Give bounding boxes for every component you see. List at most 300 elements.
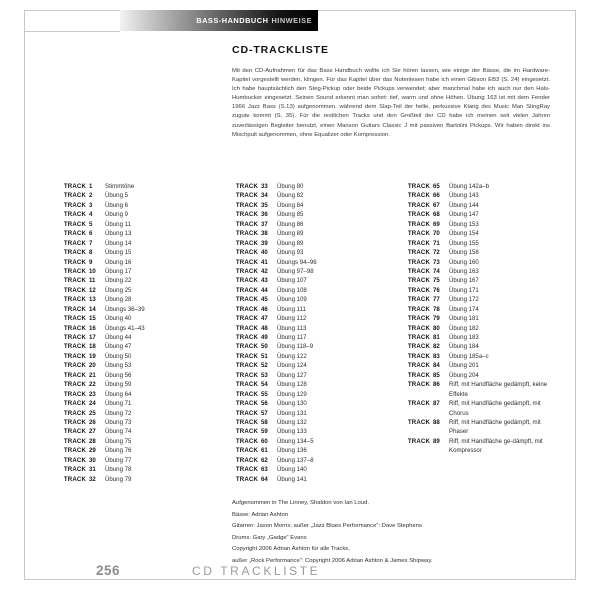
track-value: Übung 79 — [105, 475, 132, 483]
track-row — [376, 201, 552, 210]
track-label: TRACK — [63, 334, 86, 341]
track-row — [204, 182, 376, 191]
track-row — [204, 267, 376, 276]
track-label: TRACK — [235, 296, 258, 304]
track-label: TRACK — [63, 220, 86, 228]
track-label: TRACK — [63, 371, 86, 379]
track-value: Übung 89 — [277, 239, 304, 247]
track-label: TRACK — [407, 296, 430, 304]
track-row — [204, 446, 376, 455]
track-number: 67 — [433, 201, 440, 209]
track-value: Übung 143 — [449, 192, 479, 200]
track-number: 45 — [261, 296, 268, 304]
track-row — [204, 191, 376, 200]
track-label: TRACK — [235, 418, 258, 426]
track-number: 26 — [89, 418, 96, 426]
track-row — [376, 276, 552, 285]
track-row — [32, 437, 204, 446]
credit-line: Gitarren: Jason Morris; außer „Jazz Blues Performance“: Dave Stephens — [232, 523, 422, 530]
track-row — [32, 352, 204, 361]
track-number: 11 — [89, 277, 96, 285]
track-number: 14 — [89, 305, 96, 313]
track-row — [376, 267, 552, 276]
track-value: Übung 171 — [449, 286, 479, 294]
track-value: Übung 11 — [105, 220, 131, 228]
track-label: TRACK — [407, 352, 430, 360]
track-value: Übung 158 — [449, 249, 479, 257]
track-label: TRACK — [235, 466, 258, 474]
track-row — [204, 475, 376, 484]
track-label: TRACK — [63, 192, 86, 200]
track-label: TRACK — [407, 277, 430, 285]
track-label: TRACK — [407, 239, 430, 247]
track-label: TRACK — [407, 381, 430, 389]
track-value: Übung 28 — [105, 296, 132, 304]
track-label: TRACK — [63, 277, 86, 285]
track-number: 29 — [89, 447, 96, 455]
track-value: Übung 181 — [449, 315, 479, 323]
track-row — [32, 390, 204, 399]
track-value: Übung 160 — [449, 258, 479, 266]
track-number: 43 — [261, 277, 268, 285]
track-number: 54 — [261, 381, 268, 389]
track-label: TRACK — [63, 437, 86, 445]
track-row — [376, 220, 552, 229]
track-label: TRACK — [407, 324, 430, 332]
track-number: 87 — [433, 400, 440, 408]
track-number: 76 — [433, 286, 440, 294]
track-label: TRACK — [407, 249, 430, 257]
page-title: CD-TRACKLISTE — [232, 44, 329, 56]
track-label: TRACK — [63, 249, 86, 257]
track-value: Übung 204 — [449, 371, 479, 379]
track-label: TRACK — [235, 400, 258, 408]
running-header-bar — [120, 10, 318, 31]
track-number: 27 — [89, 428, 96, 436]
track-label: TRACK — [63, 296, 86, 304]
track-label: TRACK — [235, 371, 258, 379]
track-value: Übung 50 — [105, 352, 132, 360]
track-number: 71 — [433, 239, 440, 247]
track-value: Übung 134–5 — [277, 437, 314, 445]
track-number: 15 — [89, 315, 96, 323]
track-value: Übung 107 — [277, 277, 307, 285]
track-label: TRACK — [63, 390, 86, 398]
track-row — [32, 465, 204, 474]
track-label: TRACK — [235, 239, 258, 247]
track-value: Übung 17 — [105, 267, 132, 275]
track-row — [204, 295, 376, 304]
track-row — [204, 409, 376, 418]
track-number: 1 — [89, 183, 93, 190]
track-label: TRACK — [63, 183, 86, 190]
track-value: Übung 22 — [105, 277, 132, 285]
track-label: TRACK — [407, 334, 430, 341]
track-number: 89 — [433, 437, 440, 445]
track-label: TRACK — [407, 230, 430, 238]
track-row — [32, 276, 204, 285]
track-row — [376, 248, 552, 257]
track-number: 6 — [89, 230, 93, 238]
track-number: 83 — [433, 352, 440, 360]
track-value: Übung 40 — [105, 315, 132, 323]
track-label: TRACK — [235, 343, 258, 351]
track-number: 7 — [89, 239, 93, 247]
credit-line: Drums: Gary „Gadge“ Evans — [232, 534, 307, 541]
track-row — [204, 437, 376, 446]
track-row — [204, 399, 376, 408]
track-row — [32, 446, 204, 455]
track-label: TRACK — [235, 475, 258, 483]
track-row — [32, 427, 204, 436]
track-label: TRACK — [63, 475, 86, 483]
track-value: Riff, mit Handfläche gedämpft, keine Effekte — [449, 381, 548, 398]
track-value: Übung 13 — [105, 230, 132, 238]
track-label: TRACK — [63, 418, 86, 426]
track-label: TRACK — [235, 352, 258, 360]
track-label: TRACK — [235, 249, 258, 257]
track-row — [32, 333, 204, 342]
track-number: 38 — [261, 230, 268, 238]
track-label: TRACK — [235, 192, 258, 200]
track-label: TRACK — [63, 409, 86, 417]
track-row — [376, 418, 552, 437]
track-label: TRACK — [407, 192, 430, 200]
track-label: TRACK — [407, 258, 430, 266]
track-value: Übungs 94–96 — [277, 258, 317, 266]
track-row — [204, 333, 376, 342]
track-value: Übung 86 — [277, 220, 304, 228]
track-value: Übung 172 — [449, 296, 479, 304]
track-label: TRACK — [63, 258, 86, 266]
track-row — [204, 427, 376, 436]
track-row — [204, 239, 376, 248]
track-label: TRACK — [407, 343, 430, 351]
track-row — [376, 437, 552, 456]
track-number: 80 — [433, 324, 440, 332]
running-header-title — [196, 16, 312, 25]
track-number: 24 — [89, 400, 96, 408]
track-row — [204, 210, 376, 219]
track-label: TRACK — [63, 466, 86, 474]
track-column-2 — [204, 182, 376, 484]
track-value: Übung 14 — [105, 239, 132, 247]
track-row — [204, 305, 376, 314]
track-value: Übung 132 — [277, 418, 307, 426]
track-row — [32, 371, 204, 380]
track-label: TRACK — [407, 371, 430, 379]
track-row — [32, 314, 204, 323]
track-value: Übung 128 — [277, 381, 307, 389]
track-value: Übung 73 — [105, 418, 132, 426]
track-number: 2 — [89, 192, 93, 200]
track-value: Stimmtöne — [105, 183, 135, 190]
track-value: Übung 15 — [105, 249, 132, 257]
main-content — [232, 44, 550, 140]
track-number: 3 — [89, 201, 93, 209]
track-label: TRACK — [63, 352, 86, 360]
track-value: Übung 85 — [277, 211, 304, 219]
track-row — [32, 286, 204, 295]
track-value: Übung 124 — [277, 362, 307, 370]
track-number: 56 — [261, 400, 268, 408]
track-number: 4 — [89, 211, 93, 219]
track-number: 9 — [89, 258, 93, 266]
track-row — [32, 248, 204, 257]
track-label: TRACK — [63, 201, 86, 209]
track-label: TRACK — [235, 211, 258, 219]
track-value: Übung 82 — [277, 192, 304, 200]
track-number: 47 — [261, 315, 268, 323]
track-number: 69 — [433, 220, 440, 228]
track-label: TRACK — [63, 381, 86, 389]
track-value: Übung 137–8 — [277, 456, 314, 464]
track-number: 82 — [433, 343, 440, 351]
track-number: 61 — [261, 447, 268, 455]
track-label: TRACK — [63, 400, 86, 408]
track-number: 53 — [261, 371, 268, 379]
track-value: Übung 155 — [449, 239, 479, 247]
track-value: Übung 111 — [277, 305, 306, 313]
track-row — [204, 456, 376, 465]
track-value: Übung 129 — [277, 390, 307, 398]
track-row — [204, 418, 376, 427]
header-left-rule — [24, 31, 120, 32]
track-row — [32, 191, 204, 200]
track-number: 68 — [433, 211, 440, 219]
track-value: Übung 108 — [277, 286, 307, 294]
credit-line: Aufgenommen in The Linney, Shaldon von Ian Loud. — [232, 500, 369, 506]
track-row — [376, 295, 552, 304]
track-row — [32, 305, 204, 314]
track-row — [204, 380, 376, 389]
track-number: 81 — [433, 334, 440, 341]
track-label: TRACK — [63, 324, 86, 332]
track-row — [32, 182, 204, 191]
track-row — [204, 314, 376, 323]
track-row — [376, 229, 552, 238]
track-number: 52 — [261, 362, 268, 370]
track-row — [376, 380, 552, 399]
track-label: TRACK — [407, 220, 430, 228]
track-label: TRACK — [235, 334, 258, 341]
track-row — [32, 418, 204, 427]
track-number: 17 — [89, 334, 96, 341]
track-row — [32, 324, 204, 333]
track-row — [32, 399, 204, 408]
track-number: 48 — [261, 324, 268, 332]
track-label: TRACK — [407, 286, 430, 294]
track-row — [32, 201, 204, 210]
track-number: 36 — [261, 211, 268, 219]
track-value: Übung 64 — [105, 390, 132, 398]
track-label: TRACK — [235, 456, 258, 464]
track-value: Riff, mit Handfläche gedämpft, mit Phaser — [449, 419, 541, 436]
track-row — [376, 361, 552, 370]
track-row — [376, 352, 552, 361]
track-number: 60 — [261, 437, 268, 445]
track-label: TRACK — [63, 362, 86, 370]
track-number: 41 — [261, 258, 268, 266]
track-label: TRACK — [235, 390, 258, 398]
track-number: 77 — [433, 296, 440, 304]
track-label: TRACK — [235, 428, 258, 436]
track-row — [32, 295, 204, 304]
track-number: 75 — [433, 277, 440, 285]
track-number: 85 — [433, 371, 440, 379]
track-value: Übung 113 — [277, 324, 307, 332]
track-label: TRACK — [407, 400, 430, 408]
track-label: TRACK — [63, 211, 86, 219]
track-value: Übung 153 — [449, 220, 479, 228]
track-label: TRACK — [235, 315, 258, 323]
track-number: 44 — [261, 286, 268, 294]
track-label: TRACK — [235, 409, 258, 417]
track-value: Übungs 36–39 — [105, 305, 145, 313]
track-value: Übung 163 — [449, 267, 479, 275]
track-row — [204, 276, 376, 285]
track-number: 39 — [261, 239, 268, 247]
page-footer — [24, 563, 576, 578]
track-label: TRACK — [235, 324, 258, 332]
track-number: 88 — [433, 419, 440, 426]
track-row — [32, 409, 204, 418]
track-value: Übung 109 — [277, 296, 307, 304]
track-row — [376, 371, 552, 380]
track-value: Übung 183 — [449, 334, 479, 341]
track-number: 78 — [433, 305, 440, 313]
track-value: Übung 77 — [105, 456, 132, 464]
track-number: 63 — [261, 466, 268, 474]
track-label: TRACK — [235, 277, 258, 285]
track-label: TRACK — [407, 437, 430, 445]
track-row — [204, 465, 376, 474]
track-label: TRACK — [63, 230, 86, 238]
track-value: Übung 122 — [277, 352, 307, 360]
track-row — [376, 191, 552, 200]
track-value: Übung 53 — [105, 362, 132, 370]
track-row — [204, 352, 376, 361]
track-row — [204, 361, 376, 370]
track-value: Übung 75 — [105, 437, 132, 445]
track-row — [204, 286, 376, 295]
track-row — [32, 361, 204, 370]
track-value: Übung 72 — [105, 409, 132, 417]
track-row — [376, 305, 552, 314]
track-label: TRACK — [235, 437, 258, 445]
track-number: 51 — [261, 352, 268, 360]
track-label: TRACK — [63, 447, 86, 455]
track-label: TRACK — [407, 211, 430, 219]
track-number: 8 — [89, 249, 93, 257]
track-number: 64 — [261, 475, 268, 483]
track-row — [204, 324, 376, 333]
track-value: Übung 142a–b — [449, 183, 489, 190]
track-row — [376, 182, 552, 191]
track-label: TRACK — [63, 239, 86, 247]
track-number: 12 — [89, 286, 96, 294]
track-row — [32, 239, 204, 248]
track-value: Übung 78 — [105, 466, 132, 474]
track-number: 34 — [261, 192, 268, 200]
track-number: 84 — [433, 362, 440, 370]
track-row — [376, 342, 552, 351]
track-row — [32, 456, 204, 465]
track-number: 31 — [89, 466, 96, 474]
track-value: Übung 136 — [277, 447, 307, 455]
track-label: TRACK — [407, 267, 430, 275]
track-number: 18 — [89, 343, 96, 351]
track-label: TRACK — [235, 305, 258, 313]
track-label: TRACK — [63, 428, 86, 436]
track-number: 57 — [261, 409, 268, 417]
track-number: 42 — [261, 267, 268, 275]
track-value: Riff, mit Handfläche ge-dämpft, mit Kompressor — [449, 437, 543, 455]
intro-paragraph: Mit den CD-Aufnahmen für das Bass Handbuch wollte ich Sie hören lassen, wie einige der Bässe, die im Hardware-Kapitel vorgestellt werden, klingen. Für das Kapitel über das Notenlesen habe ich einen Gibson EB3 (S. 24) eingesetzt. Ich habe hauptsächlich den Steg-Pickup oder beide Pickups verwendet; aber manchmal habe ich auch nur den Hals-Humbucker eingesetzt. Seinen Sound erkennt man sofort: tief, warm und ohne Höhen. Übung 163 ist mit dem Fender 1966 Jazz Bass (S.13) aufgenommen, während dem Slap-Teil der helle, perkussive Klang des Music Man StingRay zugute kommt (S. 35). Für die restlichen Tracks und den Großteil der CD habe ich meinen seit vielen Jahren zuverlässigen Begleiter benutzt, einen Manson Guitars Classic J mit passiven Bartolini Pickups. Wir haben direkt ins Mischpult aufgenommen, ohne Equalizer oder Kompression. — [232, 68, 550, 138]
track-number: 33 — [261, 183, 268, 190]
track-value: Übung 9 — [105, 211, 129, 219]
track-number: 74 — [433, 267, 440, 275]
track-number: 58 — [261, 418, 268, 426]
credits-block — [232, 498, 552, 568]
track-row — [376, 258, 552, 267]
track-value: Übung 184 — [449, 343, 479, 351]
track-value: Übung 16 — [105, 258, 132, 266]
track-number: 25 — [89, 409, 96, 417]
credit-line: außer „Rock Performance“: Copyright 2006 Adrian Ashton & James Shipway. — [232, 557, 433, 564]
folio-page-number: 256 — [95, 563, 121, 578]
track-label: TRACK — [235, 258, 258, 266]
track-number: 35 — [261, 201, 268, 209]
track-value: Übung 144 — [449, 201, 479, 209]
track-value: Übung 93 — [277, 249, 304, 257]
track-number: 50 — [261, 343, 268, 351]
track-value: Übung 74 — [105, 428, 132, 436]
track-column-3 — [376, 182, 552, 484]
track-label: TRACK — [407, 305, 430, 313]
track-label: TRACK — [63, 267, 86, 275]
track-row — [204, 390, 376, 399]
track-column-1 — [32, 182, 204, 484]
track-value: Übung 133 — [277, 428, 307, 436]
track-value: Übung 130 — [277, 400, 307, 408]
track-row — [32, 258, 204, 267]
track-number: 32 — [89, 475, 96, 483]
track-row — [32, 380, 204, 389]
track-value: Übung 118–9 — [277, 343, 314, 351]
track-number: 23 — [89, 390, 96, 398]
track-number: 59 — [261, 428, 268, 436]
track-label: TRACK — [63, 286, 86, 294]
track-number: 16 — [89, 324, 96, 332]
track-value: Übung 141 — [277, 475, 307, 483]
track-row — [32, 220, 204, 229]
track-row — [32, 342, 204, 351]
track-row — [204, 220, 376, 229]
track-value: Übung 25 — [105, 286, 132, 294]
track-row — [376, 286, 552, 295]
track-number: 20 — [89, 362, 96, 370]
track-value: Übung 117 — [277, 334, 307, 341]
track-number: 30 — [89, 456, 96, 464]
track-value: Übung 76 — [105, 447, 132, 455]
track-value: Übung 71 — [105, 400, 132, 408]
track-number: 72 — [433, 249, 440, 257]
track-label: TRACK — [63, 343, 86, 351]
track-number: 19 — [89, 352, 96, 360]
track-label: TRACK — [235, 286, 258, 294]
track-number: 66 — [433, 192, 440, 200]
